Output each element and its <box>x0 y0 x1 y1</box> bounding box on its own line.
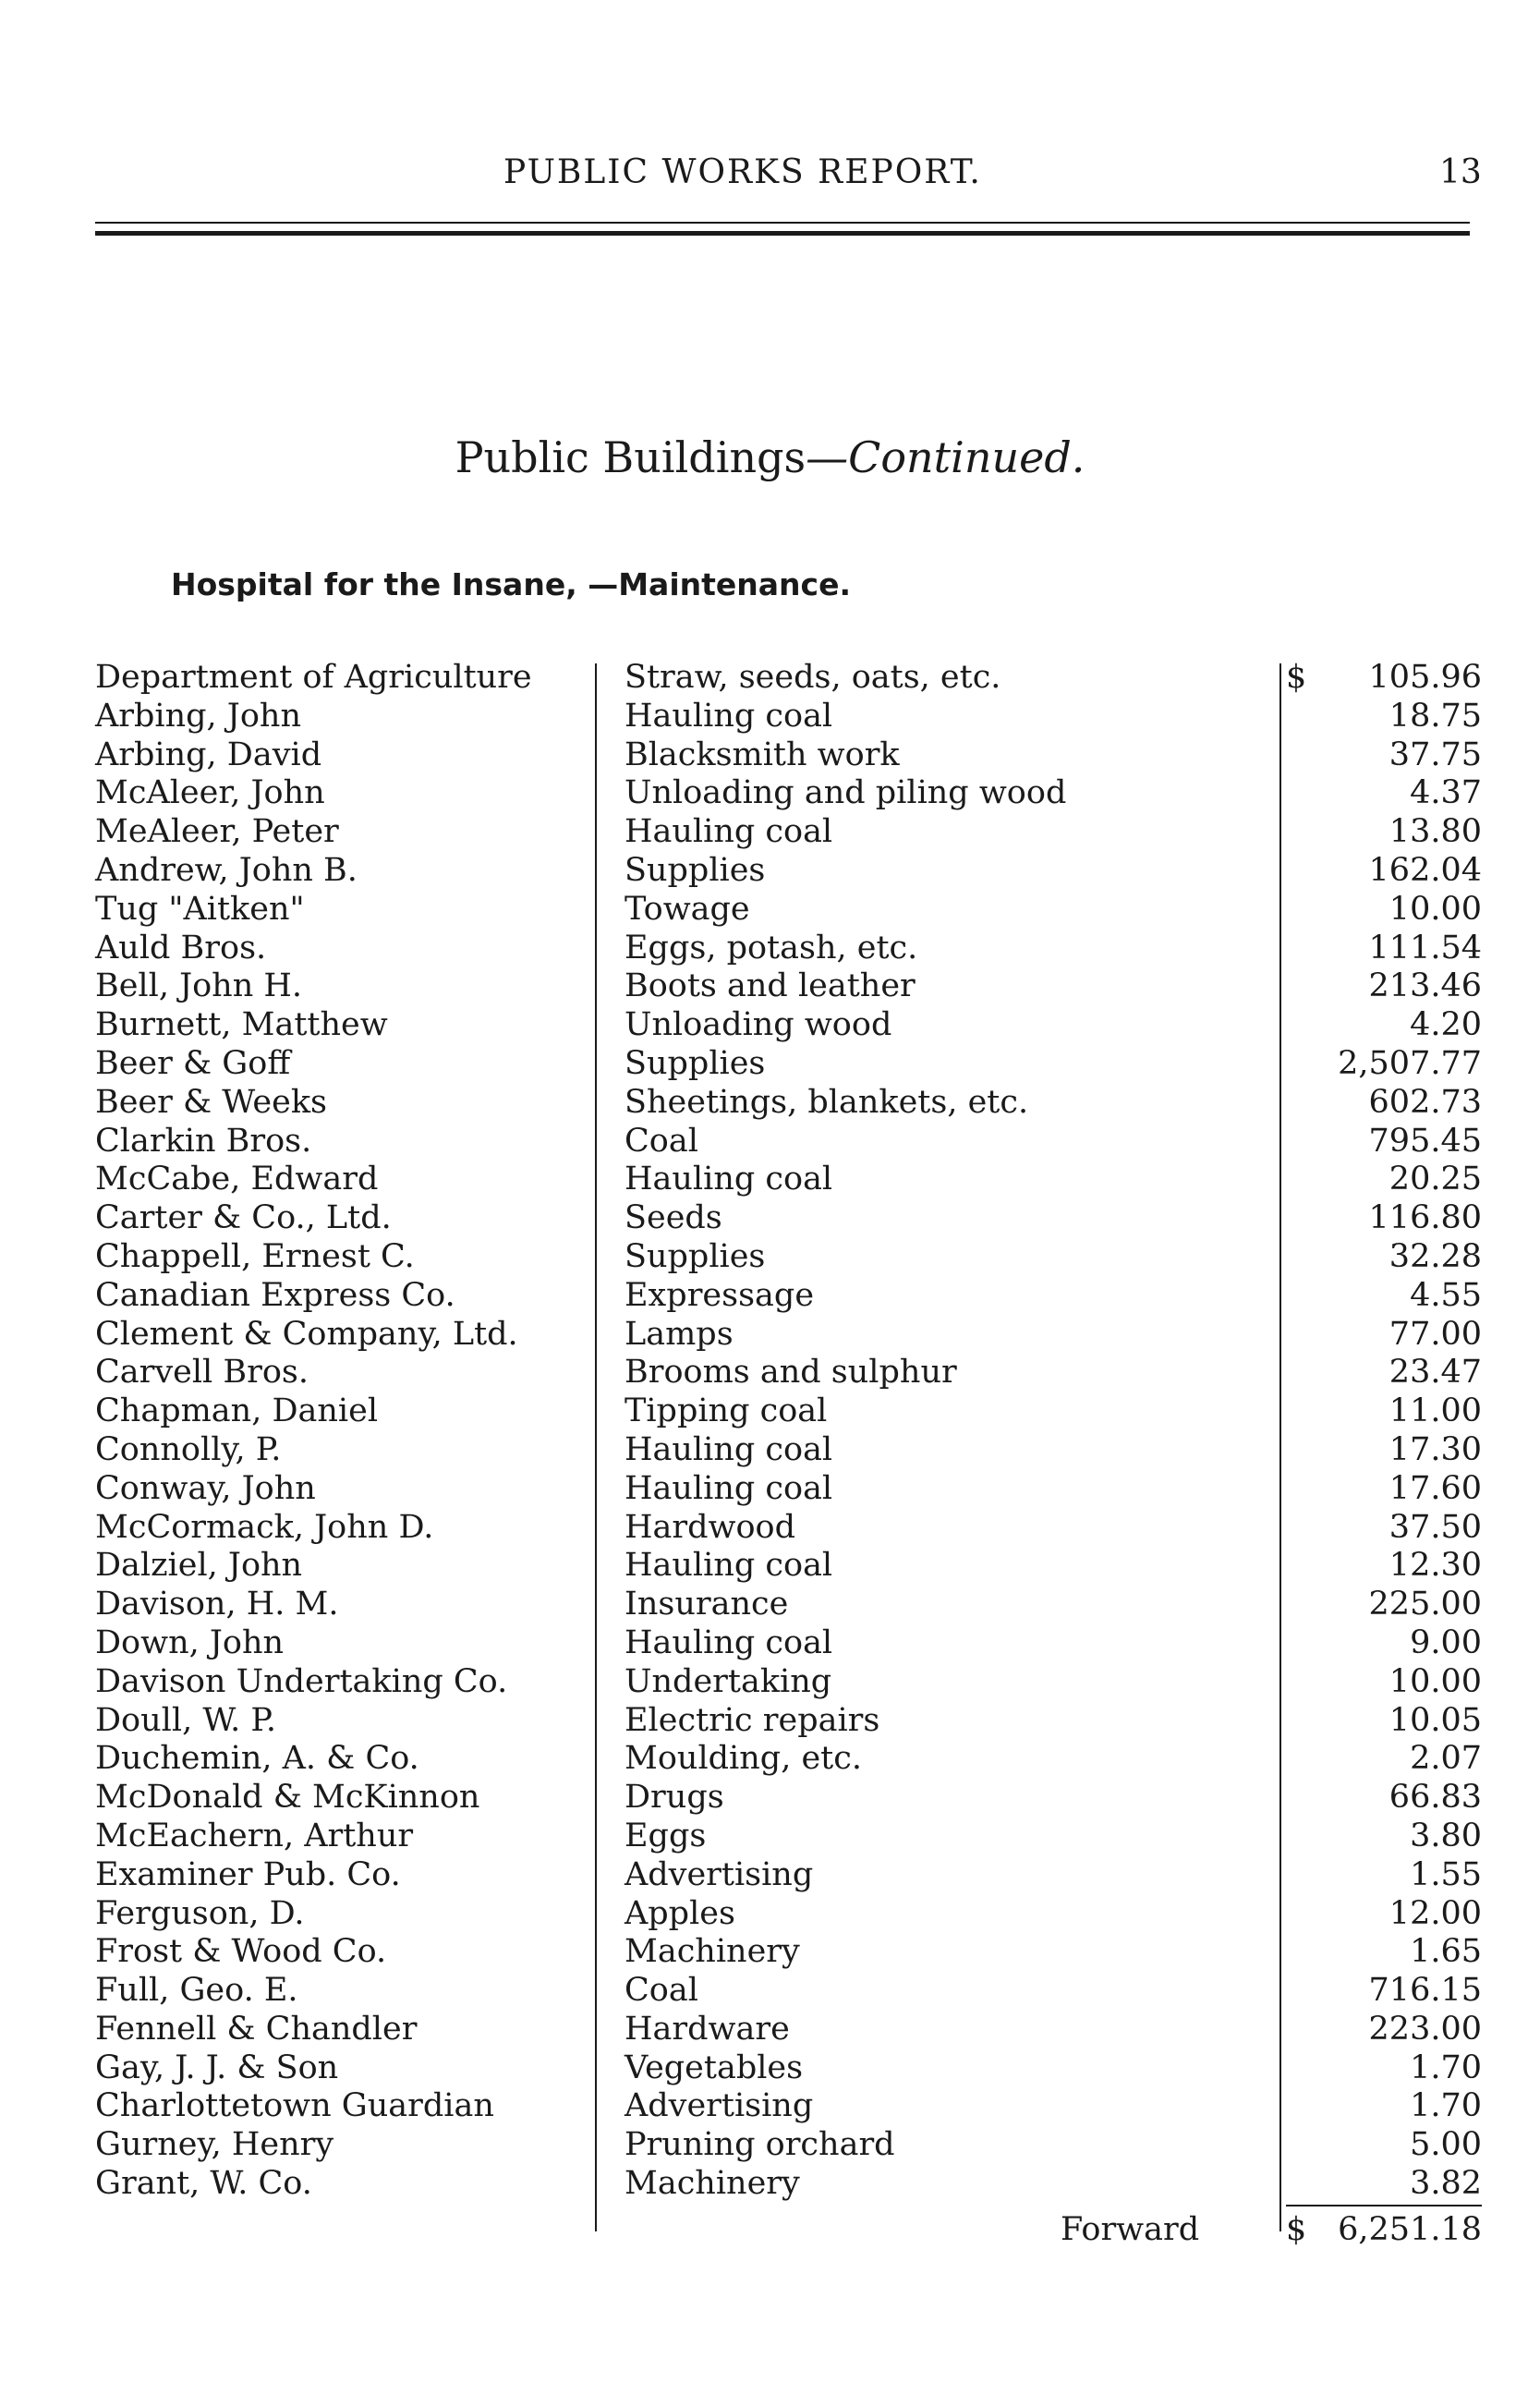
payee-name: Grant, W. Co. <box>95 2165 312 2203</box>
amount: 32.28 <box>1388 1237 1482 1275</box>
amount: 5.00 <box>1410 2126 1482 2164</box>
amount: 213.46 <box>1368 967 1482 1005</box>
amount: 4.55 <box>1410 1276 1482 1314</box>
page-number: 13 <box>1439 153 1482 191</box>
ledger-row <box>0 1817 1540 1856</box>
ledger-row <box>0 1123 1540 1161</box>
ledger-row <box>0 1470 1540 1509</box>
item-description: Pruning orchard <box>624 2126 895 2164</box>
payee-name: Frost & Wood Co. <box>95 1933 387 1971</box>
running-title: PUBLIC WORKS REPORT. <box>503 153 982 191</box>
payee-name: Dalziel, John <box>95 1547 303 1585</box>
ledger-row <box>0 1431 1540 1470</box>
payee-name: Connolly, P. <box>95 1430 282 1468</box>
ledger-row <box>0 2165 1540 2204</box>
payee-name: Carvell Bros. <box>95 1354 309 1392</box>
ledger-row <box>0 1006 1540 1045</box>
ledger-row <box>0 1895 1540 1934</box>
item-description: Machinery <box>624 2165 800 2203</box>
item-description: Sheetings, blankets, etc. <box>624 1083 1029 1121</box>
ledger-row <box>0 659 1540 698</box>
payee-name: Chappell, Ernest C. <box>95 1237 415 1275</box>
item-description: Seeds <box>624 1199 722 1237</box>
subsection-title: Hospital for the Insane, —Maintenance. <box>171 566 852 602</box>
amount: 3.80 <box>1410 1817 1482 1854</box>
forward-label: Forward <box>1061 2211 1200 2248</box>
item-description: Unloading and piling wood <box>624 774 1067 812</box>
amount: 2,507.77 <box>1338 1044 1482 1082</box>
ledger-row <box>0 1702 1540 1741</box>
item-description: Brooms and sulphur <box>624 1354 957 1392</box>
ledger-row <box>0 1624 1540 1663</box>
amount: 12.30 <box>1388 1547 1482 1585</box>
payee-name: Beer & Goff <box>95 1044 291 1082</box>
amount: 3.82 <box>1410 2165 1482 2203</box>
section-continued: —Continued. <box>806 432 1085 482</box>
item-description: Hauling coal <box>624 1469 833 1507</box>
ledger-row <box>0 1316 1540 1355</box>
ledger-table <box>0 659 1540 2204</box>
payee-name: McCormack, John D. <box>95 1508 434 1546</box>
ledger-row <box>0 2126 1540 2165</box>
payee-name: Gurney, Henry <box>95 2126 334 2164</box>
item-description: Eggs, potash, etc. <box>624 929 918 966</box>
forward-amount: 6,251.18 <box>1338 2211 1482 2248</box>
amount: 105.96 <box>1368 659 1482 696</box>
amount: 18.75 <box>1388 697 1482 735</box>
payee-name: McAleer, John <box>95 774 325 812</box>
sum-rule <box>1286 2205 1482 2206</box>
ledger-row <box>0 2087 1540 2126</box>
amount: 223.00 <box>1368 2010 1482 2048</box>
item-description: Hardware <box>624 2010 790 2048</box>
ledger-row <box>0 891 1540 930</box>
item-description: Advertising <box>624 2087 814 2125</box>
payee-name: MeAleer, Peter <box>95 813 339 851</box>
ledger-row <box>0 1972 1540 2011</box>
ledger-row <box>0 698 1540 736</box>
payee-name: Conway, John <box>95 1469 316 1507</box>
item-description: Undertaking <box>624 1662 832 1700</box>
amount: 10.05 <box>1388 1701 1482 1739</box>
item-description: Vegetables <box>624 2048 804 2086</box>
payee-name: Andrew, John B. <box>95 851 358 889</box>
ledger-row <box>0 1045 1540 1084</box>
amount: 11.00 <box>1388 1392 1482 1430</box>
amount: 9.00 <box>1410 1623 1482 1661</box>
amount: 1.65 <box>1410 1933 1482 1971</box>
amount: 116.80 <box>1368 1199 1482 1237</box>
header-rule-thin <box>95 222 1470 224</box>
ledger-row <box>0 1238 1540 1277</box>
amount: 1.70 <box>1410 2087 1482 2125</box>
item-description: Coal <box>624 1122 698 1160</box>
payee-name: Full, Geo. E. <box>95 1972 298 2010</box>
amount: 1.70 <box>1410 2048 1482 2086</box>
ledger-row <box>0 1663 1540 1702</box>
payee-name: Bell, John H. <box>95 967 303 1005</box>
item-description: Hauling coal <box>624 813 833 851</box>
ledger-row <box>0 1547 1540 1586</box>
amount: 1.55 <box>1410 1855 1482 1893</box>
item-description: Apples <box>624 1894 735 1932</box>
amount: 4.20 <box>1410 1006 1482 1044</box>
ledger-row <box>0 1933 1540 1972</box>
section-title <box>0 432 1540 482</box>
amount: 602.73 <box>1368 1083 1482 1121</box>
ledger-row <box>0 1161 1540 1199</box>
item-description: Supplies <box>624 1044 766 1082</box>
item-description: Hauling coal <box>624 1430 833 1468</box>
ledger-row <box>0 774 1540 813</box>
ledger-row <box>0 1199 1540 1238</box>
ledger-row <box>0 1779 1540 1817</box>
payee-name: Charlottetown Guardian <box>95 2087 494 2125</box>
payee-name: Duchemin, A. & Co. <box>95 1740 419 1778</box>
amount: 10.00 <box>1388 890 1482 928</box>
payee-name: Clarkin Bros. <box>95 1122 312 1160</box>
item-description: Machinery <box>624 1933 800 1971</box>
amount: 225.00 <box>1368 1586 1482 1623</box>
ledger-row <box>0 1392 1540 1431</box>
amount: 20.25 <box>1388 1161 1482 1198</box>
amount: 13.80 <box>1388 813 1482 851</box>
payee-name: Beer & Weeks <box>95 1083 327 1121</box>
item-description: Hardwood <box>624 1508 796 1546</box>
item-description: Hauling coal <box>624 1161 833 1198</box>
item-description: Blacksmith work <box>624 735 900 773</box>
payee-name: Clement & Company, Ltd. <box>95 1315 518 1353</box>
payee-name: McDonald & McKinnon <box>95 1779 480 1817</box>
payee-name: Gay, J. J. & Son <box>95 2048 339 2086</box>
item-description: Insurance <box>624 1586 789 1623</box>
payee-name: Davison Undertaking Co. <box>95 1662 508 1700</box>
item-description: Straw, seeds, oats, etc. <box>624 659 1001 696</box>
payee-name: Burnett, Matthew <box>95 1006 388 1044</box>
amount: 17.30 <box>1388 1430 1482 1468</box>
payee-name: Department of Agriculture <box>95 659 532 696</box>
payee-name: McCabe, Edward <box>95 1161 379 1198</box>
item-description: Supplies <box>624 1237 766 1275</box>
item-description: Supplies <box>624 851 766 889</box>
item-description: Towage <box>624 890 750 928</box>
ledger-row <box>0 1740 1540 1779</box>
payee-name: Doull, W. P. <box>95 1701 277 1739</box>
amount: 37.75 <box>1388 735 1482 773</box>
amount: 716.15 <box>1368 1972 1482 2010</box>
item-description: Coal <box>624 1972 698 2010</box>
amount: 111.54 <box>1368 929 1482 966</box>
ledger-row <box>0 967 1540 1006</box>
item-description: Drugs <box>624 1779 724 1817</box>
ledger-row <box>0 1509 1540 1548</box>
currency-symbol: $ <box>1286 659 1307 696</box>
forward-currency-symbol: $ <box>1286 2211 1307 2248</box>
ledger-row <box>0 852 1540 891</box>
amount: 12.00 <box>1388 1894 1482 1932</box>
ledger-row <box>0 813 1540 852</box>
item-description: Electric repairs <box>624 1701 880 1739</box>
amount: 4.37 <box>1410 774 1482 812</box>
payee-name: Tug "Aitken" <box>95 890 305 928</box>
ledger-row <box>0 1084 1540 1123</box>
ledger-row <box>0 1856 1540 1895</box>
item-description: Tipping coal <box>624 1392 828 1430</box>
item-description: Hauling coal <box>624 1547 833 1585</box>
amount: 162.04 <box>1368 851 1482 889</box>
ledger-row <box>0 1277 1540 1316</box>
payee-name: Down, John <box>95 1623 285 1661</box>
item-description: Expressage <box>624 1276 815 1314</box>
ledger-row <box>0 736 1540 775</box>
payee-name: Auld Bros. <box>95 929 267 966</box>
payee-name: Examiner Pub. Co. <box>95 1855 401 1893</box>
ledger-row <box>0 2049 1540 2088</box>
amount: 37.50 <box>1388 1508 1482 1546</box>
payee-name: Canadian Express Co. <box>95 1276 455 1314</box>
payee-name: Davison, H. M. <box>95 1586 339 1623</box>
amount: 2.07 <box>1410 1740 1482 1778</box>
ledger-row <box>0 2011 1540 2049</box>
ledger-row <box>0 1586 1540 1624</box>
item-description: Hauling coal <box>624 1623 833 1661</box>
item-description: Advertising <box>624 1855 814 1893</box>
item-description: Eggs <box>624 1817 707 1854</box>
payee-name: Chapman, Daniel <box>95 1392 379 1430</box>
amount: 23.47 <box>1388 1354 1482 1392</box>
amount: 17.60 <box>1388 1469 1482 1507</box>
section-title-text: Public Buildings <box>455 432 806 482</box>
ledger-row <box>0 1354 1540 1392</box>
payee-name: Fennell & Chandler <box>95 2010 418 2048</box>
item-description: Hauling coal <box>624 697 833 735</box>
item-description: Unloading wood <box>624 1006 892 1044</box>
item-description: Lamps <box>624 1315 734 1353</box>
payee-name: Ferguson, D. <box>95 1894 305 1932</box>
payee-name: Arbing, David <box>95 735 322 773</box>
amount: 66.83 <box>1388 1779 1482 1817</box>
item-description: Moulding, etc. <box>624 1740 862 1778</box>
running-head <box>0 153 1540 200</box>
payee-name: Carter & Co., Ltd. <box>95 1199 392 1237</box>
payee-name: McEachern, Arthur <box>95 1817 414 1854</box>
ledger-row <box>0 930 1540 968</box>
item-description: Boots and leather <box>624 967 916 1005</box>
amount: 795.45 <box>1368 1122 1482 1160</box>
header-rule-thick <box>95 231 1470 236</box>
payee-name: Arbing, John <box>95 697 301 735</box>
amount: 77.00 <box>1388 1315 1482 1353</box>
amount: 10.00 <box>1388 1662 1482 1700</box>
